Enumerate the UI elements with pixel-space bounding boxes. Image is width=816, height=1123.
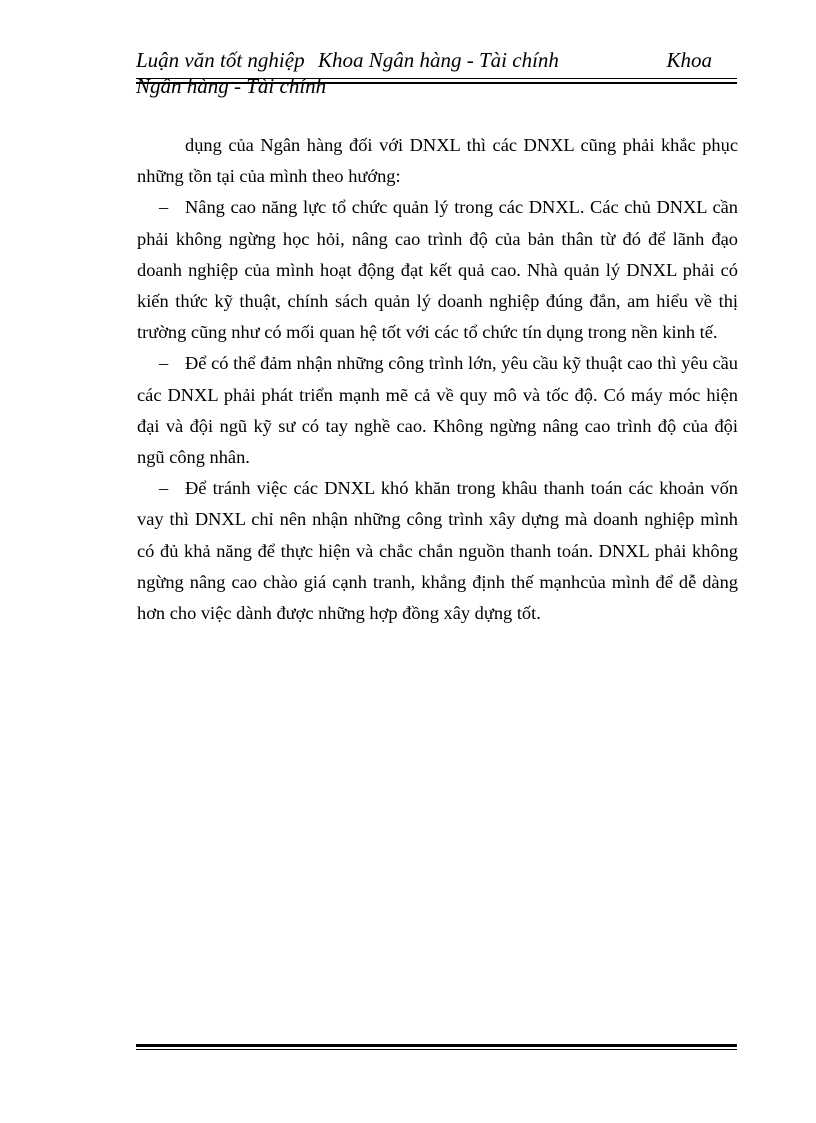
footer-rule xyxy=(136,1044,737,1050)
header-faculty-word: Khoa xyxy=(666,48,712,72)
bullet-dash: – xyxy=(159,197,169,218)
bullet-text: Để có thể đảm nhận những công trình lớn, yêu cầu kỹ thuật cao thì yêu cầu các DNXL phải phát triển mạnh mẽ cả về quy mô và tốc độ. Có máy móc hiện đại và đội ngũ kỹ sư có tay nghề cao. Không ngừng nâng cao trình độ của đội ngũ công nhân. xyxy=(137,353,738,468)
bullet-dash: – xyxy=(159,353,169,374)
bullet-paragraph-1 xyxy=(137,192,738,348)
bullet-paragraph-3 xyxy=(137,473,738,629)
header-rule xyxy=(136,78,737,84)
header-line-1 xyxy=(136,48,736,72)
bullet-text: Để tránh việc các DNXL khó khăn trong khâu thanh toán các khoản vốn vay thì DNXL chỉ nên nhận những công trình xây dựng mà doanh nghiệp mình có đủ khả năng để thực hiện và chắc chắn nguồn thanh toán. DNXL phải không ngừng nâng cao chào giá cạnh tranh, khẳng định thế mạnhcủa mình để dễ dàng hơn cho việc dành được những hợp đồng xây dựng tốt. xyxy=(137,478,738,624)
bullet-dash: – xyxy=(159,478,169,499)
running-header xyxy=(136,48,736,98)
bullet-paragraph-2 xyxy=(137,348,738,473)
header-thesis-label: Luận văn tốt nghiệp xyxy=(136,48,305,72)
bullet-text: Nâng cao năng lực tổ chức quản lý trong các DNXL. Các chủ DNXL cần phải không ngừng học hỏi, nâng cao trình độ của bản thân từ đó để lãnh đạo doanh nghiệp của mình hoạt động đạt kết quả cao. Nhà quản lý DNXL phải có kiến thức kỹ thuật, chính sách quản lý doanh nghiệp đúng đắn, am hiểu về thị trường cũng như có mối quan hệ tốt với các tổ chức tín dụng trong nền kinh tế. xyxy=(137,197,738,343)
page-body xyxy=(137,130,738,629)
header-line-2: Ngân hàng - Tài chính xyxy=(136,74,327,98)
header-faculty-name: Khoa Ngân hàng - Tài chính xyxy=(318,48,559,72)
intro-paragraph: dụng của Ngân hàng đối với DNXL thì các DNXL cũng phải khắc phục những tồn tại của mình theo hướng: xyxy=(137,135,738,187)
